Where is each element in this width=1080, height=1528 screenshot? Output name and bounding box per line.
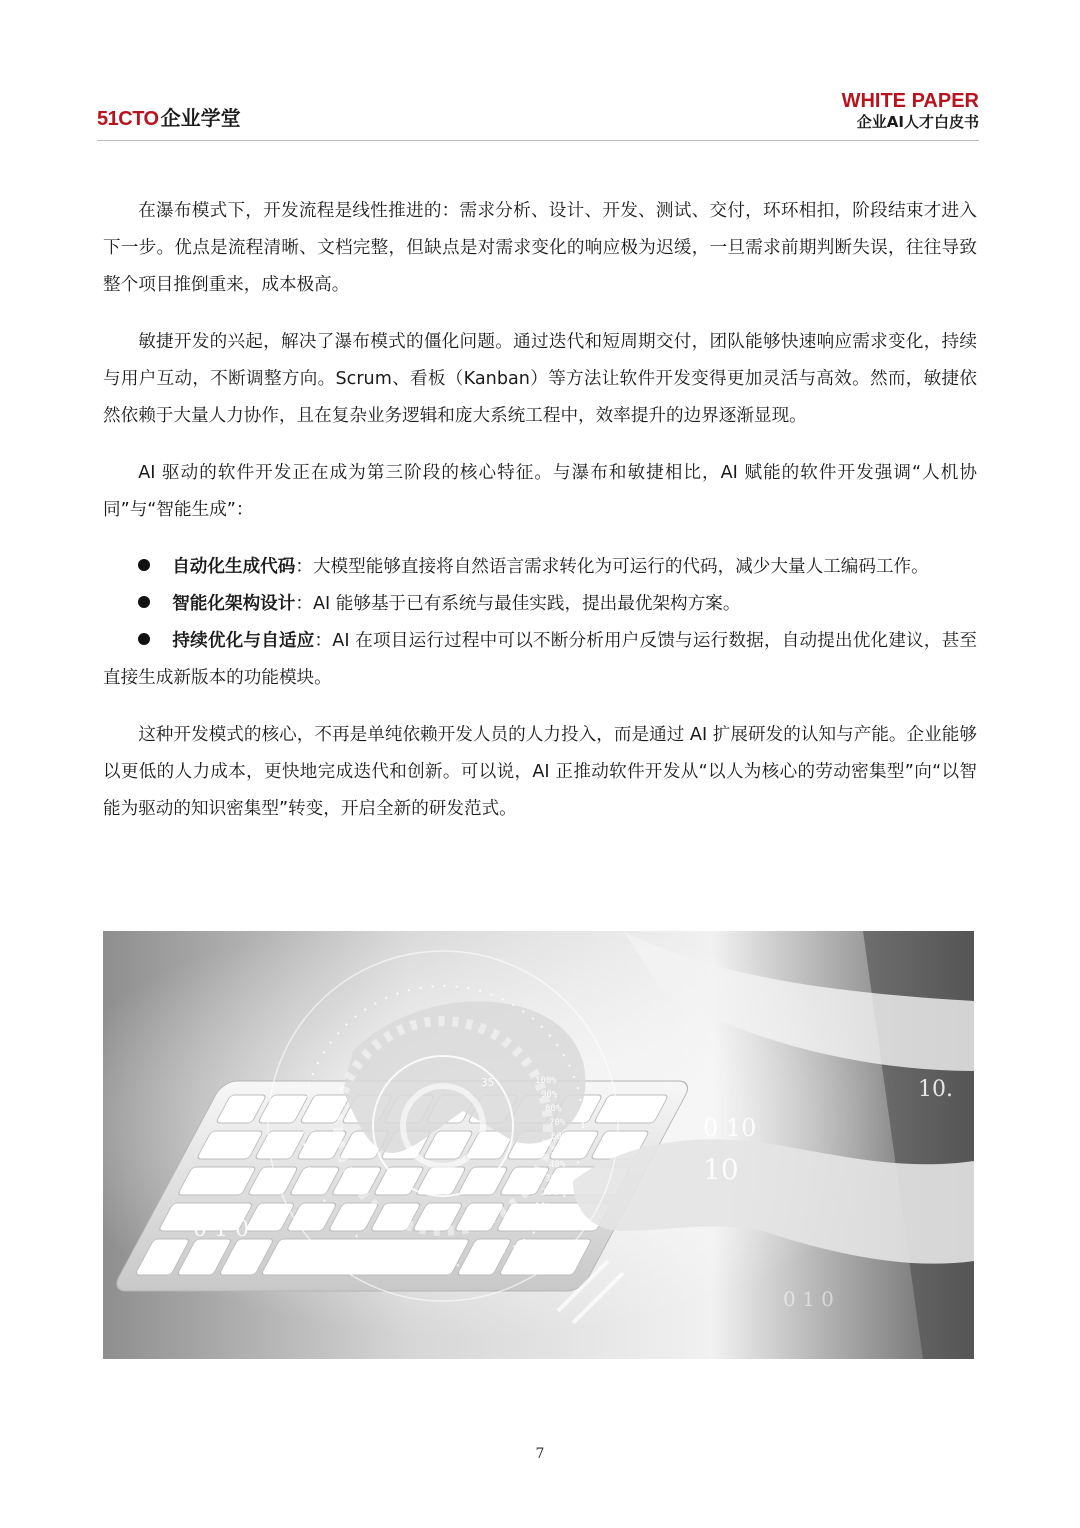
bullet-text: ：大模型能够直接将自然语言需求转化为可运行的代码，减少大量人工编码工作。 bbox=[295, 557, 929, 577]
body-text bbox=[103, 193, 977, 848]
bullet-dot-icon bbox=[138, 633, 150, 645]
bullet-label: 持续优化与自适应 bbox=[172, 631, 315, 651]
logo bbox=[97, 102, 241, 131]
dial-label: 90% bbox=[541, 1090, 558, 1100]
binary-digits: 0 10 bbox=[703, 1114, 757, 1142]
dial-label: 30% bbox=[545, 1174, 562, 1184]
paragraph: 这种开发模式的核心，不再是单纯依赖开发人员的人力投入，而是通过 AI 扩展研发的认知与产能。企业能够以更低的人力成本，更快地完成迭代和创新。可以说，AI 正推动软件开发从“以人为核心的劳动密集型”向“以智能为驱动的知识密集型”转变，开启全新的研发范式。 bbox=[103, 725, 977, 819]
paragraph: AI 驱动的软件开发正在成为第三阶段的核心特征。与瀑布和敏捷相比，AI 赋能的软件开发强调“人机协同”与“智能生成”： bbox=[103, 463, 977, 520]
dial-label: 50% bbox=[551, 1146, 568, 1156]
white-paper-title: WHITE PAPER bbox=[841, 90, 979, 112]
bullet-item bbox=[103, 623, 977, 697]
dial-label: 70% bbox=[549, 1118, 566, 1128]
hero-image bbox=[103, 931, 974, 1359]
binary-digits: 10 bbox=[703, 1153, 739, 1186]
logo-subtitle: 企业学堂 bbox=[160, 106, 241, 130]
bullet-label: 自动化生成代码 bbox=[172, 557, 296, 577]
paragraph: 在瀑布模式下，开发流程是线性推进的：需求分析、设计、开发、测试、交付，环环相扣，阶段结束才进入下一步。优点是流程清晰、文档完整，但缺点是对需求变化的响应极为迟缓，一旦需求前期判断失误，往往导致整个项目推倒重来，成本极高。 bbox=[103, 201, 977, 295]
dial-label: 40% bbox=[549, 1160, 566, 1170]
dial-number: 35 bbox=[481, 1076, 495, 1089]
bullet-dot-icon bbox=[138, 559, 150, 571]
bullet-label: 智能化架构设计 bbox=[172, 594, 296, 614]
dial-label: 80% bbox=[545, 1104, 562, 1114]
page-number: 7 bbox=[535, 1446, 545, 1462]
binary-digits: 0 1 0 bbox=[193, 1217, 249, 1242]
bullet-text: ：AI 能够基于已有系统与最佳实践，提出最优架构方案。 bbox=[295, 594, 741, 614]
binary-digits: 10. bbox=[918, 1077, 953, 1102]
logo-brand: 51CTO bbox=[97, 108, 159, 130]
white-paper-subtitle: 企业AI人才白皮书 bbox=[856, 113, 979, 131]
bullet-item bbox=[103, 586, 977, 623]
dial-label: 10% bbox=[535, 1202, 552, 1212]
white-paper-label bbox=[842, 90, 979, 132]
dial-label: 100% bbox=[535, 1076, 557, 1086]
paragraph: 敏捷开发的兴起，解决了瀑布模式的僵化问题。通过迭代和短周期交付，团队能够快速响应需求变化，持续与用户互动，不断调整方向。Scrum、看板（Kanban）等方法让软件开发变得更加灵活与高效。然而，敏捷依然依赖于大量人力协作，且在复杂业务逻辑和庞大系统工程中，效率提升的边界逐渐显现。 bbox=[103, 332, 977, 426]
bullet-list bbox=[103, 549, 977, 697]
page-header bbox=[97, 88, 979, 141]
bullet-item bbox=[103, 549, 977, 586]
binary-digits: 0 1 0 bbox=[783, 1287, 834, 1311]
bullet-dot-icon bbox=[138, 596, 150, 608]
dial-label: 20% bbox=[541, 1188, 558, 1198]
dial-label: 60% bbox=[551, 1132, 568, 1142]
bullet-text: ：AI 在项目运行过程中可以不断分析用户反馈与运行数据，自动提出优化建议，甚至直接生成新版本的功能模块。 bbox=[103, 631, 977, 688]
